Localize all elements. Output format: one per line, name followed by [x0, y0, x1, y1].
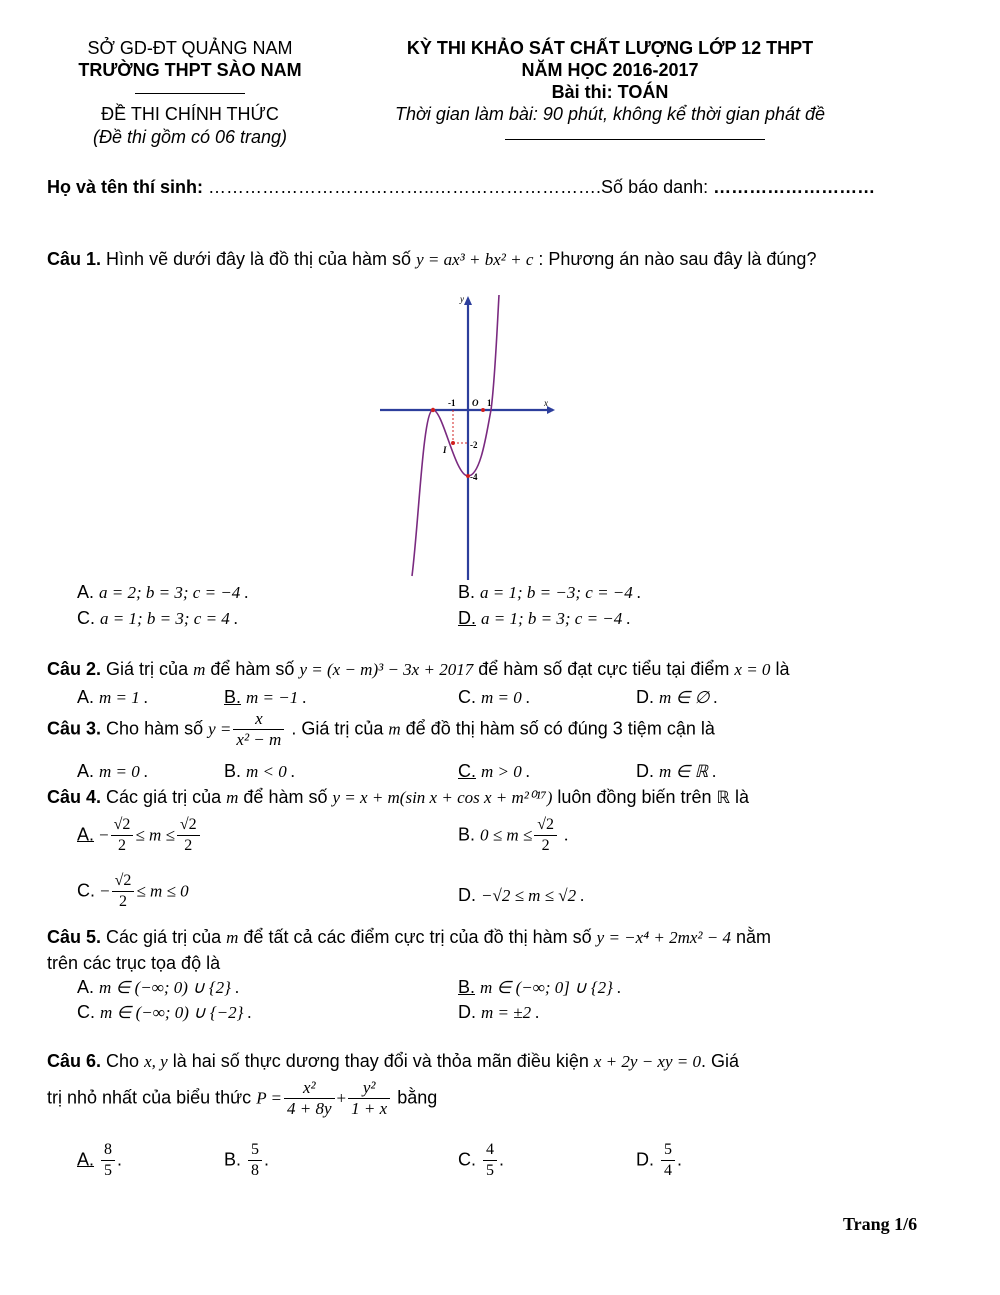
- page-number: Trang 1/6: [843, 1214, 918, 1234]
- point-one: [481, 408, 485, 412]
- label-one: 1: [487, 398, 492, 408]
- question-label: Câu 1.: [47, 249, 102, 269]
- q5-option-b[interactable]: B. m ∈ (−∞; 0] ∪ {2} .: [458, 977, 622, 997]
- q1-option-d[interactable]: D. a = 1; b = 3; c = −4 .: [458, 608, 631, 628]
- official-label: ĐỀ THI CHÍNH THỨC: [101, 104, 279, 124]
- q6-option-d[interactable]: D. $\frac{5}{4}$ .: [636, 1141, 683, 1179]
- q1-option-b[interactable]: B. a = 1; b = −3; c = −4 .: [458, 582, 642, 602]
- q2-option-a[interactable]: A. m = 1 .: [77, 687, 149, 707]
- q6-option-c[interactable]: C. $\frac{4}{5}$ .: [458, 1141, 505, 1179]
- header-divider-left: [135, 93, 245, 94]
- q4-option-b[interactable]: B. 0 ≤ m ≤ $\frac{√2}{2}$ .: [458, 816, 569, 854]
- school-year: NĂM HỌC 2016-2017: [521, 60, 699, 80]
- label-I: I: [443, 445, 447, 455]
- q2-option-c[interactable]: C. m = 0 .: [458, 687, 531, 707]
- id-label: .Số báo danh:: [596, 177, 709, 197]
- header-divider-right: [505, 139, 765, 140]
- q6-option-b[interactable]: B. $\frac{5}{8}$ .: [224, 1141, 270, 1179]
- label-y: y: [460, 294, 464, 304]
- q3-option-d[interactable]: D. m ∈ ℝ .: [636, 761, 717, 781]
- point-inflection: [451, 441, 455, 445]
- page-count: (Đề thi gồm có 06 trang): [92, 127, 288, 147]
- question-text: Hình vẽ dưới đây là đồ thị của hàm số: [106, 249, 412, 269]
- label-minus-four: -4: [470, 472, 478, 482]
- q3-option-b[interactable]: B. m < 0 .: [224, 761, 296, 781]
- q3-option-c[interactable]: C. m > 0 .: [458, 761, 531, 781]
- name-label: Họ và tên thí sinh:: [47, 177, 204, 197]
- school-name: TRƯỜNG THPT SÀO NAM: [78, 60, 302, 80]
- q4-option-a[interactable]: A. − $\frac{√2}{2}$ ≤ m ≤ $\frac{√2}{2}$: [77, 815, 202, 856]
- q3-option-a[interactable]: A. m = 0 .: [77, 761, 149, 781]
- question-6-line-2: trị nhỏ nhất của biểu thức P = $\frac{\text{x²}}{4 + 8y}$ + $\frac{\text{y²}}{1 + x}$ bằng: [47, 1078, 438, 1118]
- q2-option-b[interactable]: B. m = −1 .: [224, 687, 307, 707]
- question-5: Câu 5. Các giá trị của m để tất cả các điểm cực trị của đồ thị hàm số y = −x⁴ + 2mx² − 4 nằm: [47, 927, 771, 947]
- q6-option-a[interactable]: A. $\frac{8}{5}$ .: [77, 1141, 123, 1179]
- id-dots: ………………………: [713, 177, 876, 197]
- candidate-line: [47, 177, 875, 198]
- label-minus-two: -2: [470, 440, 478, 450]
- q4-option-d[interactable]: D. −√2 ≤ m ≤ √2 .: [458, 885, 585, 905]
- q2-option-d[interactable]: D. m ∈ ∅ .: [636, 687, 718, 707]
- time-limit: Thời gian làm bài: 90 phút, không kể thời gian phát đề: [394, 104, 826, 124]
- question-6: Câu 6. Cho x, y là hai số thực dương thay đổi và thỏa mãn điều kiện x + 2y − xy = 0. Giá: [47, 1051, 739, 1071]
- exam-title: KỲ THI KHẢO SÁT CHẤT LƯỢNG LỚP 12 THPT: [406, 38, 814, 58]
- subject: Bài thi: TOÁN: [551, 82, 669, 102]
- label-x: x: [544, 398, 548, 408]
- y-axis-arrow: [464, 296, 472, 305]
- x-axis-arrow: [547, 406, 555, 414]
- formula: y = ax³ + bx² + c: [416, 250, 534, 269]
- question-3: Câu 3. Cho hàm số y = $\frac{x}{\text{x² − m}}$ . Giá trị của m để đồ thị hàm số có đúng 3 tiệm cận là: [47, 709, 715, 749]
- q1-option-c[interactable]: C. a = 1; b = 3; c = 4 .: [77, 608, 239, 628]
- question-text: : Phương án nào sau đây là đúng?: [538, 249, 817, 269]
- cubic-graph: [375, 290, 565, 585]
- q5-option-c[interactable]: C. m ∈ (−∞; 0) ∪ {−2} .: [77, 1002, 252, 1022]
- label-origin: O: [472, 398, 479, 408]
- question-5-line-2: trên các trục tọa độ là: [47, 953, 221, 973]
- q1-option-a[interactable]: A. a = 2; b = 3; c = −4 .: [77, 582, 249, 602]
- question-2: Câu 2. Giá trị của m để hàm số y = (x − m)³ − 3x + 2017 để hàm số đạt cực tiểu tại điểm x = 0 là: [47, 659, 790, 679]
- q4-option-c[interactable]: C. − $\frac{√2}{2}$ ≤ m ≤ 0: [77, 872, 189, 910]
- q5-option-d[interactable]: D. m = ±2 .: [458, 1002, 540, 1022]
- question-1: [47, 249, 816, 270]
- q5-option-a[interactable]: A. m ∈ (−∞; 0) ∪ {2} .: [77, 977, 240, 997]
- question-4: Câu 4. Các giá trị của m để hàm số y = x + m(sin x + cos x + m²⁰¹⁷) luôn đồng biến trên ℝ là: [47, 787, 750, 807]
- department-name: SỞ GD-ĐT QUẢNG NAM: [87, 38, 293, 58]
- label-minus-one: -1: [448, 398, 456, 408]
- function-curve: [412, 295, 499, 576]
- name-dots: ………………………………..………………………: [208, 177, 597, 197]
- point-max: [431, 408, 435, 412]
